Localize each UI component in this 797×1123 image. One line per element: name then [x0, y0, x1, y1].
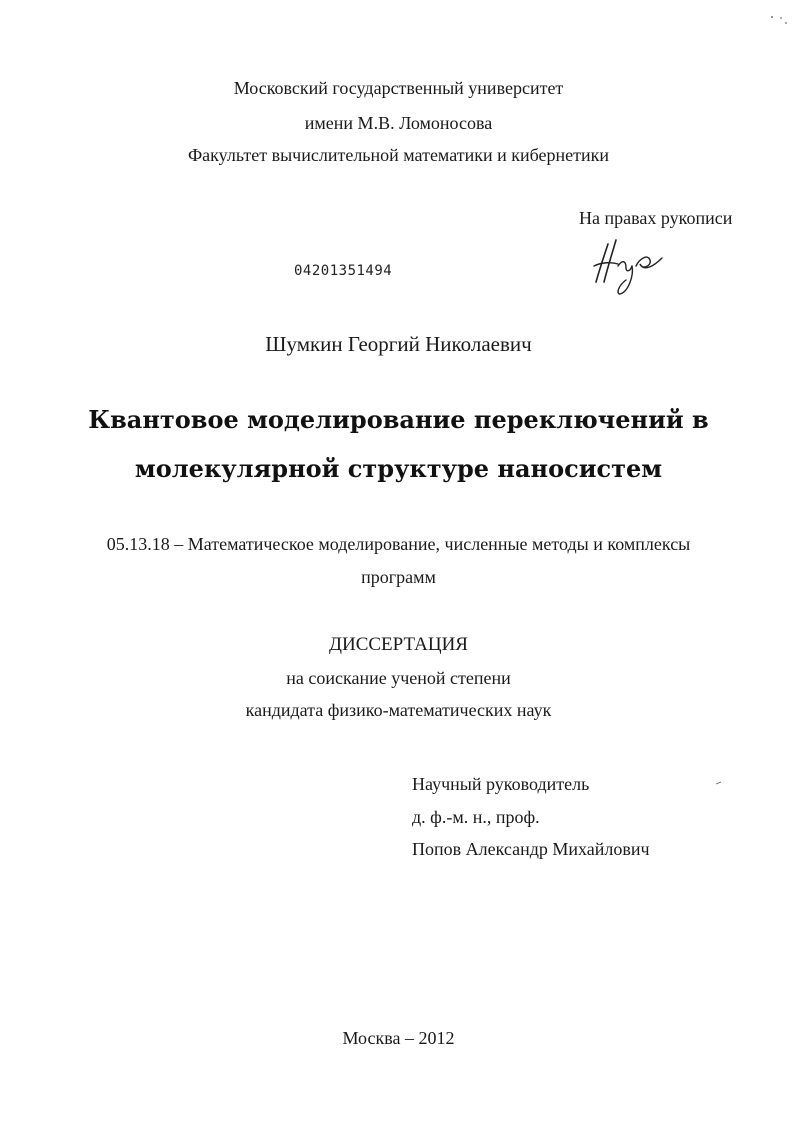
degree-level: кандидата физико-математических наук [245, 700, 552, 720]
university-named-after: имени М.В. Ломоносова [304, 113, 493, 133]
degree-purpose: на соискание ученой степени [286, 668, 511, 688]
thesis-title-line-1: Квантовое моделирование переключений в [88, 405, 709, 434]
author-name: Шумкин Георгий Николаевич [265, 332, 532, 356]
thesis-title-line-2: молекулярной структуре наносистем [134, 454, 663, 483]
supervisor-name: Попов Александр Михайлович [412, 839, 650, 859]
document-type: ДИССЕРТАЦИЯ [329, 634, 468, 655]
specialty-line-2: программ [361, 567, 436, 587]
supervisor-degree: д. ф.-м. н., проф. [412, 807, 540, 827]
rights-note: На правах рукописи [579, 208, 733, 228]
handwritten-signature [588, 236, 668, 298]
specialty-line-1: 05.13.18 – Математическое моделирование, численные методы и комплексы [106, 534, 691, 554]
city-year: Москва – 2012 [342, 1028, 455, 1048]
supervisor-label: Научный руководитель [412, 774, 590, 794]
scan-speck-mark [716, 770, 722, 774]
university-name: Московский государственный университет [233, 78, 564, 98]
scan-speck-marks [740, 8, 790, 38]
registration-number: 04201351494 [294, 263, 393, 279]
faculty-name: Факультет вычислительной математики и кибернетики [187, 145, 610, 165]
